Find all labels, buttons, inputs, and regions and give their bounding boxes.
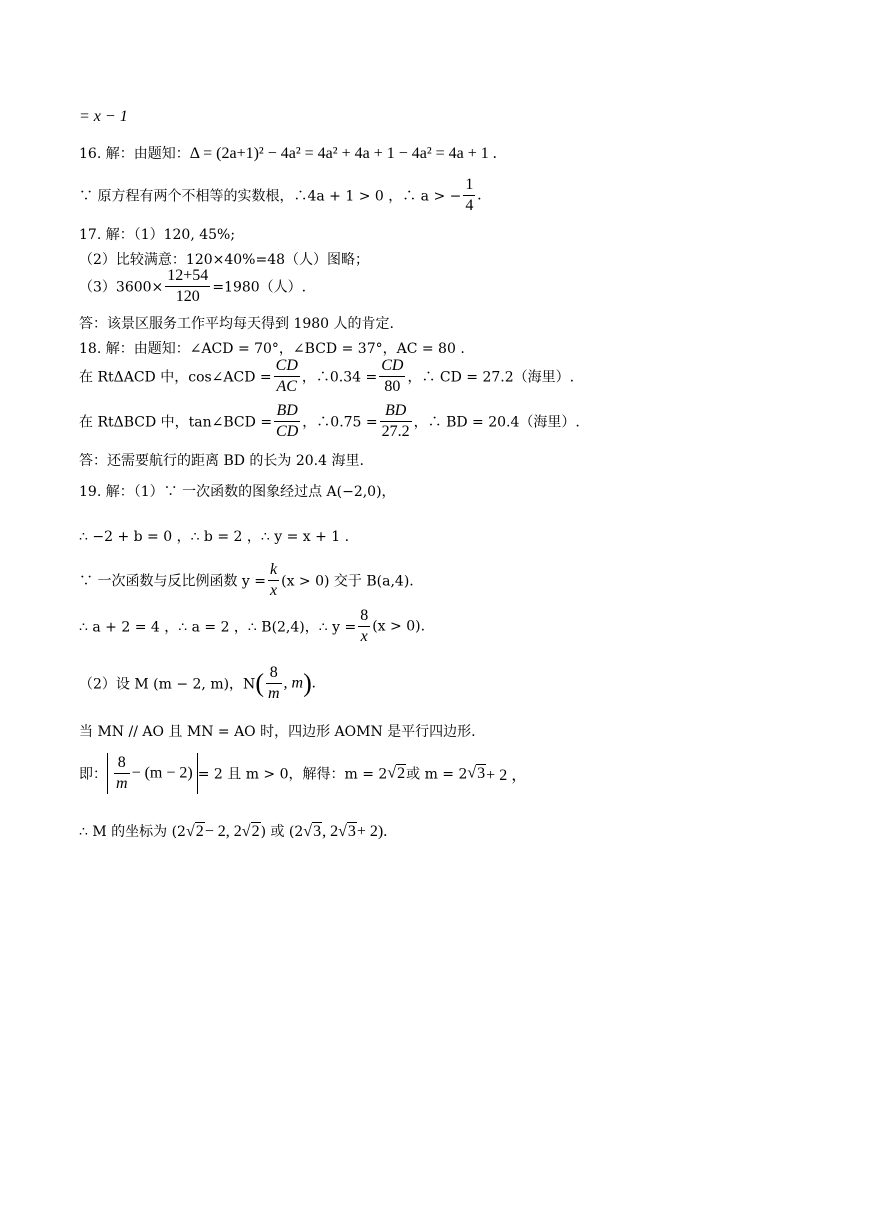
q16b-den: 4 [465,197,474,214]
sqrt-sign-icon: √ [185,823,195,840]
q18-c-frac2 [380,401,412,442]
q19-e-line [79,663,316,704]
q19-g-or: 或 m = 2 [406,766,468,783]
q19-e-num: 8 [266,663,282,684]
sqrt-sign-icon: √ [387,764,397,782]
q19-c-pre: ∵ 一次函数与反比例函数 y = [79,573,266,590]
sqrt-sign-icon: √ [241,823,251,840]
q17-c-num: 12+54 [165,266,210,287]
q19-g-r2: 3 [477,765,486,782]
sqrt-sign-icon: √ [338,823,347,840]
q19-h-pre: ∴ M 的坐标为 (2 [79,824,186,840]
q19-g-in: − (m − 2) [131,764,193,782]
q17-answer: 答：该景区服务工作平均每天得到 1980 人的肯定. [79,316,394,332]
q16b-pre: ∵ 原方程有两个不相等的实数根，∴4a + 1 > 0 ，∴ a > − [79,188,462,205]
q19-e-post: , m [283,674,304,692]
q16-prefix: 16. 解：由题知： [79,146,190,162]
q19-c-fraction [268,560,279,601]
q17-c-pre: （3）3600× [79,279,164,296]
q16-line [79,143,497,163]
q19-a: 19. 解：（1）∵ 一次函数的图象经过点 A(−2,0)， [79,484,396,500]
q19-g-line [79,753,527,794]
q19-e-fraction [266,663,282,704]
q17-c-den: 120 [175,288,200,305]
q19-d-fraction [358,606,370,647]
q18-b-line [79,356,574,397]
q19-d-post: (x > 0). [372,618,426,635]
q18-b-mid: ，∴0.34 = [301,369,378,386]
q18-a: 18. 解：由题知：∠ACD = 70°，∠BCD = 37°，AC = 80 . [79,341,465,357]
q18-c-f2-num: BD [380,401,412,422]
q19-g-den: m [116,775,128,792]
q18-c-f1-den: CD [276,423,299,440]
q17-c-fraction [165,266,210,307]
q16b-post: . [477,186,482,204]
q16b-line [79,175,481,216]
q19-e-lparen: ( [255,668,264,698]
q19-c-line [79,560,414,601]
q18-c-f2-den: 27.2 [381,423,410,440]
q16b-fraction [463,175,475,216]
q17-c-line [79,266,306,307]
q19-c-num: k [268,560,279,581]
q18-c-line [79,401,580,442]
q19-f: 当 MN // AO 且 MN = AO 时，四边形 AOMN 是平行四边形. [79,724,476,740]
q18-b-f1-num: CD [274,356,300,377]
q19-d-line [79,606,425,647]
q18-c-post: ，∴ BD = 20.4（海里）. [413,414,580,431]
q18-b-frac1 [274,356,300,397]
q18-b-frac2 [379,356,405,397]
q18-b-post: ，∴ CD = 27.2（海里）. [407,369,575,386]
q19-h-mid2: ) 或 (2 [260,824,304,840]
q19-g-end: + 2 ， [486,767,528,784]
q19-e-pre: （2）设 M (m − 2, m)，N [79,676,256,693]
q19-h-mid3: , 2 [322,823,339,840]
q19-g-pre: 即： [79,766,107,783]
q19-c-post: (x > 0) 交于 B(a,4). [281,573,414,590]
q19-d-pre: ∴ a + 2 = 4 ，∴ a = 2 ，∴ B(2,4)，∴ y = [79,619,357,636]
q19-h-end: + 2). [356,823,388,840]
q19-h-r3: 3 [313,823,322,840]
q19-g-r1: 2 [397,765,406,782]
q19-g-num: 8 [114,753,130,774]
q19-e-rparen: ) [303,668,312,698]
q19-b: ∴ −2 + b = 0 ，∴ b = 2 ，∴ y = x + 1 . [79,529,350,545]
q19-e-den: m [267,685,280,702]
q19-c-den: x [270,582,278,599]
q19-e-end: . [311,674,316,692]
q18-c-pre: 在 RtΔBCD 中，tan∠BCD = [79,414,273,431]
sqrt-sign-icon: √ [303,823,313,840]
q16b-num: 1 [463,175,475,196]
sqrt-sign-icon: √ [467,764,477,782]
q19-g-fraction [114,753,130,794]
q18-b-f2-num: CD [379,356,405,377]
q18-b-f2-den: 80 [384,378,401,395]
q19-h-mid1: − 2, 2 [204,823,242,840]
q19-h-r4: 3 [347,823,356,840]
q19-d-num: 8 [358,606,370,627]
q19-d-den: x [360,628,368,645]
q19-h-line [79,821,387,841]
line-x-minus-1: = x − 1 [79,108,128,125]
q17-a: 17. 解：（1）120, 45%; [79,227,236,243]
q19-h-r1: 2 [195,823,204,840]
q18-b-f1-den: AC [276,378,297,395]
q19-h-r2: 2 [251,823,260,840]
q18-b-pre: 在 RtΔACD 中，cos∠ACD = [79,369,272,386]
q18-c-mid: ，∴0.75 = [302,414,378,431]
q18-answer: 答：还需要航行的距离 BD 的长为 20.4 海里. [79,453,364,469]
q18-c-frac1 [274,401,300,442]
q17-b: （2）比较满意：120×40%=48（人）图略； [79,252,370,268]
q17-c-post: =1980（人）. [212,279,307,296]
q18-c-f1-num: BD [274,401,300,422]
q16-expr: Δ = (2a+1)² − 4a² = 4a² + 4a + 1 − 4a² = 4a + 1 . [189,145,497,162]
q19-g-post: = 2 且 m > 0，解得：m = 2 [197,766,388,783]
q19-g-abs [107,753,198,794]
